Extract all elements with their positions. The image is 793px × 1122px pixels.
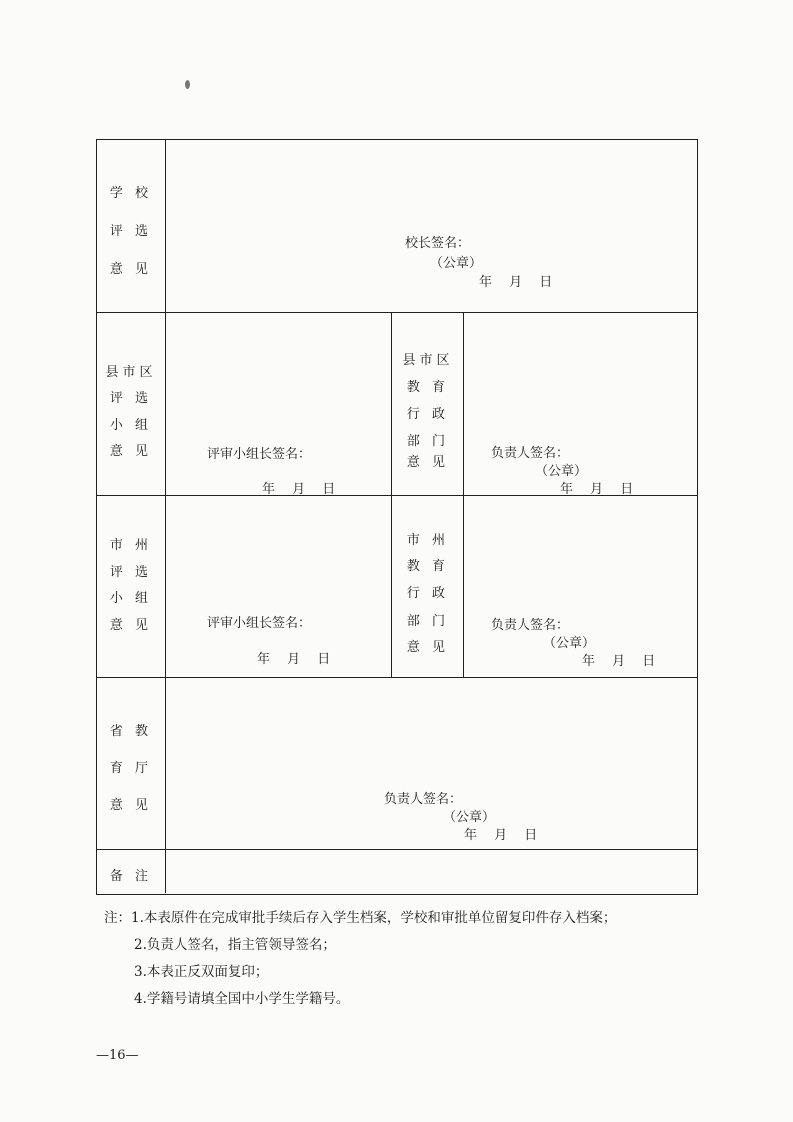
province-responsible-signature-label: 负责人签名： [384,792,463,807]
county-edu-label-line-2: 教 育 [406,380,450,395]
city-edu-label-line-2: 教 育 [406,559,450,574]
city-edu-label-line-1: 市 州 [406,533,450,548]
province-label-line-2: 育 厅 [109,761,153,776]
city-edu-seal-label: （公章） [543,636,596,651]
city-edu-label-line-3: 行 政 [406,586,450,601]
label-column-divider [165,140,166,893]
county-edu-label-line-3: 行 政 [406,407,450,422]
county-edu-seal-label: （公章） [535,464,588,479]
county-group-label-line-4: 意 见 [109,444,153,459]
note-item-4: 4.学籍号请填全国中小学生学籍号。 [134,991,350,1007]
remarks-label: 备 注 [109,869,153,884]
county-group-label-line-1: 县市区 [105,365,157,380]
province-label-line-1: 省 教 [109,724,153,739]
county-group-label-line-2: 评 选 [109,391,153,406]
school-label-line-3: 意 见 [109,262,153,277]
split-column-divider [463,312,464,677]
province-date-label: 年 月 日 [464,828,538,843]
row-divider [97,312,697,313]
county-group-date-label: 年 月 日 [262,482,336,497]
school-label-line-2: 评 选 [109,224,153,239]
county-group-label-line-3: 小 组 [109,418,153,433]
county-edu-responsible-signature-label: 负责人签名： [491,446,570,461]
approval-form-table [96,139,698,895]
note-item-1: 注：1.本表原件在完成审批手续后存入学生档案，学校和审批单位留复印件存入档案； [104,910,617,926]
school-date-label: 年 月 日 [479,275,553,290]
city-group-label-line-4: 意 见 [109,618,153,633]
county-edu-date-label: 年 月 日 [560,482,634,497]
school-label-line-1: 学 校 [109,186,153,201]
note-item-3: 3.本表正反双面复印； [134,964,269,980]
city-group-label-line-1: 市 州 [109,538,153,553]
row-divider [97,849,697,850]
province-seal-label: （公章） [443,810,496,825]
form-notes [104,905,616,1013]
county-group-leader-signature-label: 评审小组长签名： [207,447,312,462]
note-item-2: 2.负责人签名，指主管领导签名； [134,937,336,953]
page-number: —16— [96,1048,139,1063]
province-label-line-3: 意 见 [109,798,153,813]
city-edu-label-line-5: 意 见 [406,640,450,655]
row-divider [97,677,697,678]
notes-prefix: 注： [104,910,131,926]
city-group-label-line-3: 小 组 [109,591,153,606]
principal-signature-label: 校长签名： [405,236,471,251]
city-edu-label-line-4: 部 门 [406,614,450,629]
county-edu-label-line-1: 县市区 [402,353,454,368]
city-group-leader-signature-label: 评审小组长签名： [207,616,312,631]
scan-speck [185,80,190,89]
school-seal-label: （公章） [430,256,483,271]
city-edu-date-label: 年 月 日 [582,654,656,669]
city-group-date-label: 年 月 日 [257,652,331,667]
county-edu-label-line-5: 意 见 [406,455,450,470]
split-column-divider [391,312,392,677]
city-group-label-line-2: 评 选 [109,565,153,580]
city-edu-responsible-signature-label: 负责人签名： [491,618,570,633]
county-edu-label-line-4: 部 门 [406,434,450,449]
